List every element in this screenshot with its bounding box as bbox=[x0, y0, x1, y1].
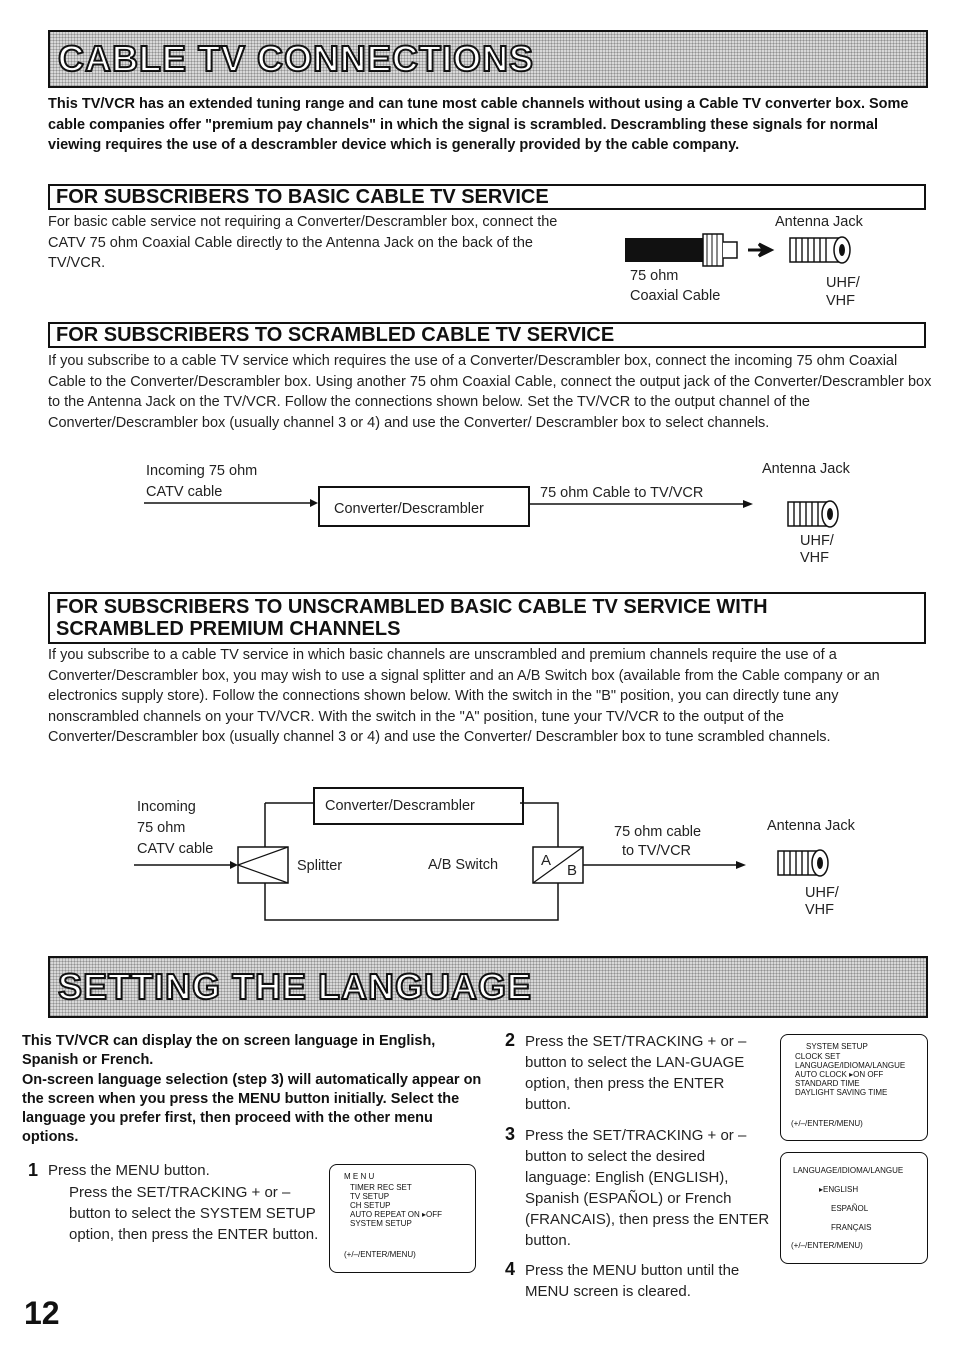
switch-b-label: B bbox=[567, 862, 578, 879]
unscrambled-antenna-jack-label: Antenna Jack bbox=[767, 818, 855, 834]
cable-intro: This TV/VCR has an extended tuning range and can tune most cable channels without using a Cable TV converter box. Some cable companies offer "premium pay channels" in which the signal is scrambled. Descrambling these signals for normal viewing requires the use of a descrambler device which is generally provided by the cable company. bbox=[48, 96, 909, 153]
unscrambled-incoming-label-3: CATV cable bbox=[137, 841, 214, 857]
language-screen-footer: (+/–/ENTER/MENU) bbox=[791, 1241, 863, 1250]
unscrambled-cable-label-2: to TV/VCR bbox=[622, 843, 692, 859]
scrambled-antenna-jack-label: Antenna Jack bbox=[762, 461, 850, 477]
step-4-text: Press the MENU button until the MENU screen is cleared. bbox=[525, 1262, 740, 1300]
step-1-line-1: Press the MENU button. bbox=[48, 1162, 210, 1179]
menu-screen-item: SYSTEM SETUP bbox=[350, 1219, 412, 1228]
system-screen-footer: (+/–/ENTER/MENU) bbox=[791, 1119, 863, 1128]
splitter-label: Splitter bbox=[297, 858, 343, 874]
menu-screen bbox=[329, 1164, 476, 1273]
menu-screen-item: CH SETUP bbox=[350, 1201, 391, 1210]
step-2-text: Press the SET/TRACKING + or – button to select the LAN-GUAGE option, then press the ENTER button. bbox=[525, 1033, 747, 1113]
ab-switch-label: A/B Switch bbox=[428, 857, 499, 873]
splitter-icon bbox=[238, 847, 288, 883]
menu-screen-item: AUTO REPEAT ON ▸OFF bbox=[350, 1210, 443, 1219]
unscrambled-converter-box bbox=[313, 787, 524, 825]
unscrambled-cable-text: If you subscribe to a cable TV service in which basic channels are unscrambled and premium channels require the use of a Converter/Descrambler box, you may wish to use a signal splitter and an A/B Switch box (available from the Cable company or an electronics supply store). Follow the connections shown below. With the switch in the "B" position, you can directly tune any nonscrambled channels on your TV/VCR. With the switch in the "A" position, tune your TV/VCR to the output of the Converter/Descrambler box (usually channel 3 or 4) and use the Converter/ Descrambler box to tune scrambled channels. bbox=[48, 647, 880, 745]
coaxial-cable-icon bbox=[625, 238, 703, 262]
menu-screen-item: TIMER REC SET bbox=[350, 1183, 412, 1192]
menu-screen-title: M E N U bbox=[344, 1172, 375, 1181]
language-screen-item: ▸ENGLISH bbox=[819, 1185, 859, 1194]
unscrambled-cable-label-1: 75 ohm cable bbox=[614, 824, 702, 840]
cable-tv-title-bar bbox=[48, 30, 928, 88]
scrambled-vhf-label: VHF bbox=[800, 550, 829, 566]
language-intro-1: This TV/VCR can display the on screen language in English, Spanish or French. bbox=[22, 1033, 436, 1068]
scrambled-incoming-label-1: Incoming 75 ohm bbox=[146, 463, 258, 479]
unscrambled-heading-line-1: FOR SUBSCRIBERS TO UNSCRAMBLED BASIC CABLE TV SERVICE WITH bbox=[56, 596, 768, 618]
language-title: SETTING THE LANGUAGE bbox=[58, 966, 533, 1007]
language-intro-2: On-screen language selection (step 3) will automatically appear on the screen when you press the MENU button initially. Select the language you prefer first, then proceed with the other menu options. bbox=[22, 1072, 482, 1145]
unscrambled-heading-line-2: SCRAMBLED PREMIUM CHANNELS bbox=[56, 618, 401, 640]
right-arrow-icon bbox=[748, 244, 771, 256]
antenna-jack-icon bbox=[790, 237, 850, 263]
system-screen-item: LANGUAGE/IDIOMA/LANGUE bbox=[795, 1061, 906, 1070]
step-4-number: 4 bbox=[505, 1259, 516, 1279]
scrambled-converter-label: Converter/Descrambler bbox=[334, 501, 484, 517]
step-3-text: Press the SET/TRACKING + or – button to select the desired language: English (ENGLISH), Spanish (ESPAÑOL) or French (FRANCAIS), then press the ENTER button. bbox=[525, 1127, 770, 1249]
cable-tv-title: CABLE TV CONNECTIONS bbox=[58, 38, 535, 79]
page-number: 12 bbox=[24, 1295, 60, 1331]
scrambled-converter-box bbox=[318, 486, 530, 527]
unscrambled-uhf-label: UHF/ bbox=[805, 885, 839, 901]
language-title-bar bbox=[48, 956, 928, 1018]
antenna-jack-icon bbox=[778, 850, 828, 876]
step-3-number: 3 bbox=[505, 1124, 516, 1144]
scrambled-cable-text: If you subscribe to a cable TV service which requires the use of a Converter/Descrambler box, connect the incoming 75 ohm Coaxial Cable to the Converter/Descrambler box. Using another 75 ohm Coaxial Cable, connect the output jack of the Converter/Descrambler box to the Antenna Jack on the TV/VCR. Follow the connections shown below. Set the TV/VCR to the output channel of the Converter/Descrambler box (usually channel 3 or 4) and use the Converter/ Descrambler box to select channels. bbox=[48, 353, 932, 431]
unscrambled-converter-label: Converter/Descrambler bbox=[325, 798, 475, 814]
scrambled-cable-heading: FOR SUBSCRIBERS TO SCRAMBLED CABLE TV SERVICE bbox=[48, 322, 926, 348]
scrambled-cable-to-label: 75 ohm Cable to TV/VCR bbox=[540, 485, 704, 501]
step-1-text: Press the SET/TRACKING + or – button to select the SYSTEM SETUP option, then press the ENTER button. bbox=[69, 1184, 319, 1243]
basic-cable-heading: FOR SUBSCRIBERS TO BASIC CABLE TV SERVICE bbox=[48, 184, 926, 210]
switch-a-label: A bbox=[541, 852, 552, 869]
basic-cable-text: For basic cable service not requiring a Converter/Descrambler box, connect the CATV 75 ohm Coaxial Cable directly to the Antenna Jack on the back of the TV/VCR. bbox=[48, 214, 558, 271]
scrambled-incoming-label-2: CATV cable bbox=[146, 484, 223, 500]
unscrambled-cable-heading bbox=[48, 592, 926, 644]
language-screen-item: FRANÇAIS bbox=[831, 1223, 872, 1232]
system-screen-item: CLOCK SET bbox=[795, 1052, 841, 1061]
step-2-number: 2 bbox=[505, 1030, 516, 1050]
unscrambled-incoming-label-2: 75 ohm bbox=[137, 820, 186, 836]
system-screen-title: SYSTEM SETUP bbox=[806, 1042, 868, 1051]
language-select-screen bbox=[780, 1152, 928, 1264]
language-screen-item: ESPAÑOL bbox=[831, 1204, 869, 1213]
basic-uhf-label: UHF/ bbox=[826, 275, 860, 291]
basic-antenna-jack-label: Antenna Jack bbox=[775, 214, 863, 230]
language-screen-title: LANGUAGE/IDIOMA/LANGUE bbox=[793, 1166, 904, 1175]
basic-cable-label-2: Coaxial Cable bbox=[630, 288, 721, 304]
antenna-jack-icon bbox=[788, 501, 838, 527]
unscrambled-incoming-label-1: Incoming bbox=[137, 799, 196, 815]
system-screen-item: DAYLIGHT SAVING TIME bbox=[795, 1088, 888, 1097]
system-setup-screen bbox=[780, 1034, 928, 1141]
unscrambled-vhf-label: VHF bbox=[805, 902, 834, 918]
system-screen-item: STANDARD TIME bbox=[795, 1079, 860, 1088]
scrambled-uhf-label: UHF/ bbox=[800, 533, 834, 549]
menu-screen-item: TV SETUP bbox=[350, 1192, 390, 1201]
basic-vhf-label: VHF bbox=[826, 293, 855, 309]
menu-screen-footer: (+/–/ENTER/MENU) bbox=[344, 1250, 416, 1259]
step-1-number: 1 bbox=[28, 1160, 39, 1180]
basic-cable-label-1: 75 ohm bbox=[630, 268, 679, 284]
system-screen-item: AUTO CLOCK ▸ON OFF bbox=[795, 1070, 884, 1079]
